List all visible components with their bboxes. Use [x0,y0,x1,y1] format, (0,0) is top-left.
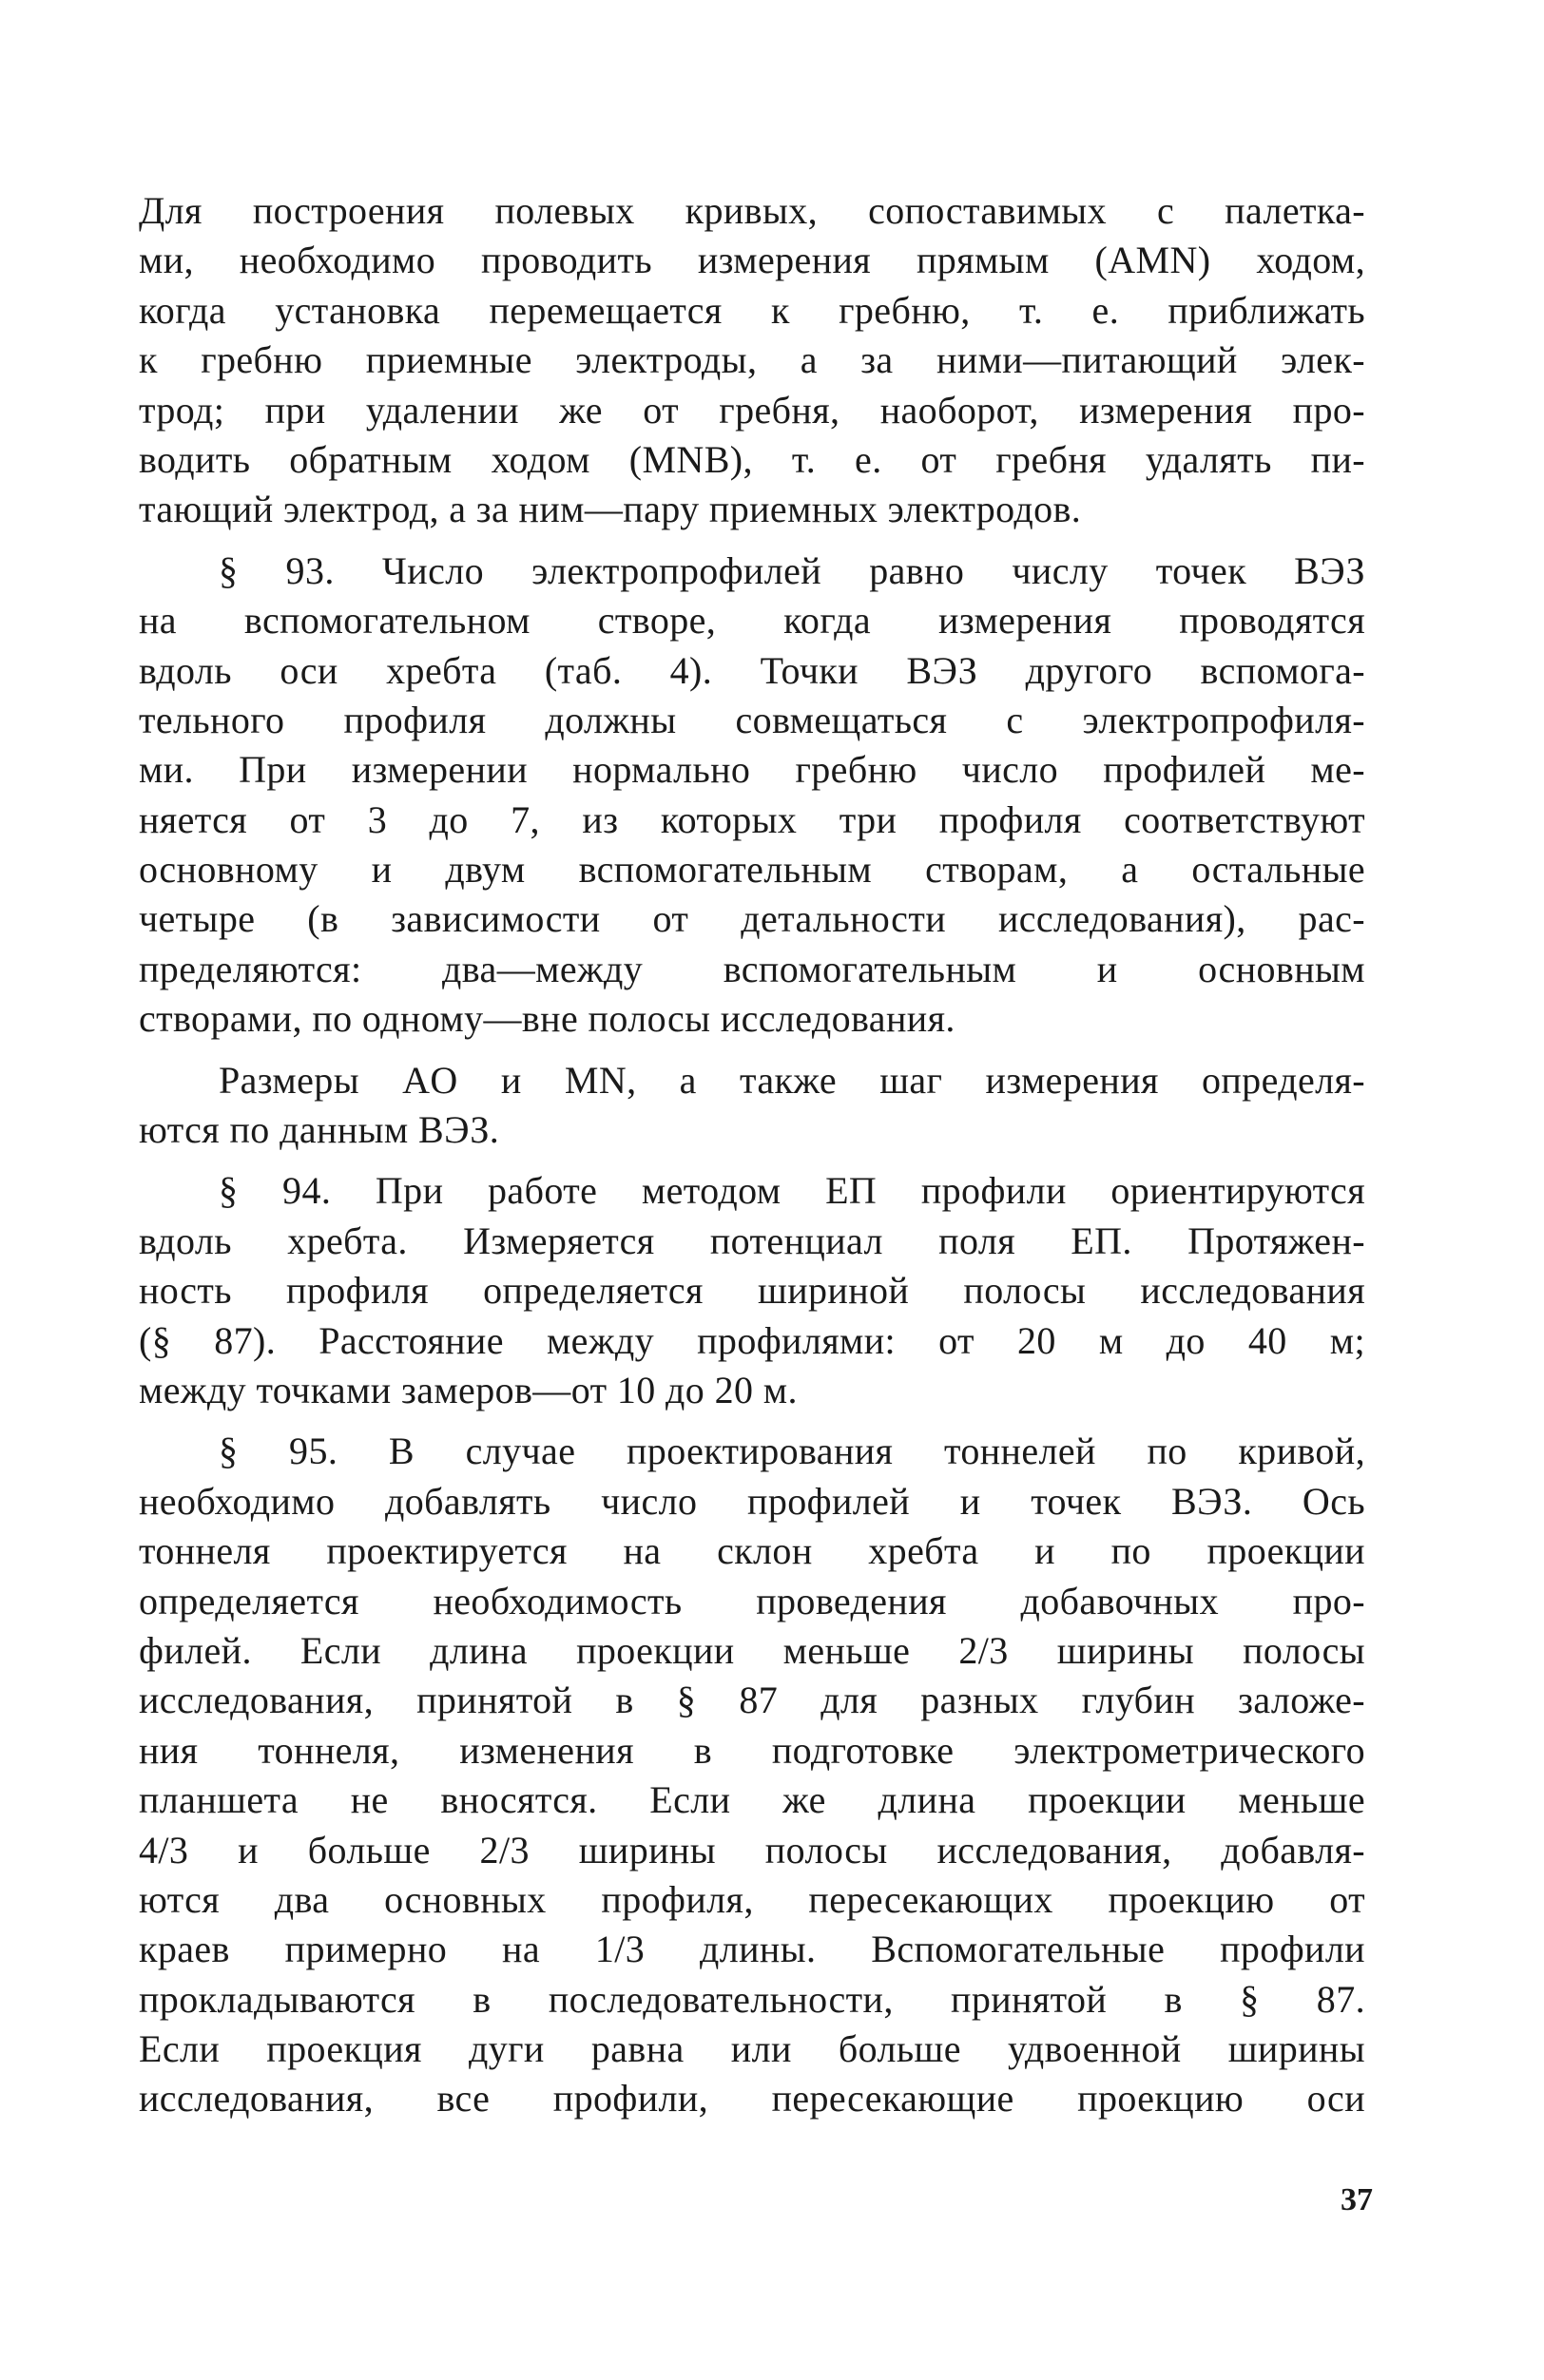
text-line: определяется необходимость проведения добавочных про- [139,1579,1365,1622]
text-line: Для построения полевых кривых, сопоставимых с палетка- [139,189,1365,232]
text-line: 4/3 и больше 2/3 ширины полосы исследования, добавля- [139,1828,1365,1871]
text-line: водить обратным ходом (MNB), т. е. от гребня удалять пи- [139,437,1365,481]
text-line: § 93. Число электропрофилей равно числу точек ВЭЗ [219,548,1365,592]
text-line: четыре (в зависимости от детальности исследования), рас- [139,897,1365,941]
text-line: краев примерно на 1/3 длины. Вспомогательные профили [139,1928,1365,1971]
text-line: § 94. При работе методом ЕП профили ориентируются [219,1169,1365,1213]
text-line: планшета не вносятся. Если же длина проекции меньше [139,1778,1365,1822]
text-line: тающий электрод, а за ним—пару приемных электродов. [139,488,1082,531]
text-line: ми, необходимо проводить измерения прямым (AMN) ходом, [139,239,1365,282]
text-line: Размеры AO и MN, а также шаг измерения определя- [219,1058,1365,1102]
text-line: исследования, все профили, пересекающие проекцию оси [139,2077,1365,2121]
paragraph [139,1427,1365,2123]
text-line: пределяются: два—между вспомогательным и основным [139,947,1365,990]
text-line: § 95. В случае проектирования тоннелей по кривой, [219,1430,1365,1473]
text-line: вдоль оси хребта (таб. 4). Точки ВЭЗ другого вспомога- [139,648,1365,692]
text-line: ность профиля определяется шириной полосы исследования [139,1269,1365,1313]
text-line: Если проекция дуги равна или больше удвоенной ширины [139,2027,1365,2071]
text-line: исследования, принятой в § 87 для разных глубин заложе- [139,1679,1365,1722]
text-line: створами, по одному—вне полосы исследования. [139,997,955,1041]
text-line: тельного профиля должны совмещаться с электропрофиля- [139,698,1365,741]
body-text [139,186,1365,2124]
paragraph [139,1056,1365,1156]
text-line: ния тоннеля, изменения в подготовке электрометрического [139,1728,1365,1772]
paragraph [139,1166,1365,1415]
text-line: ются два основных профиля, пересекающих проекцию от [139,1877,1365,1921]
text-line: филей. Если длина проекции меньше 2/3 ширины полосы [139,1628,1365,1672]
text-line: когда установка перемещается к гребню, т. е. приближать [139,288,1365,332]
text-line: к гребню приемные электроды, а за ними—питающий элек- [139,338,1365,382]
text-line: трод; при удалении же от гребня, наоборот, измерения про- [139,388,1365,432]
text-line: прокладываются в последовательности, принятой в § 87. [139,1977,1365,2021]
text-line: необходимо добавлять число профилей и точек ВЭЗ. Ось [139,1479,1365,1523]
paragraph [139,186,1365,535]
page-number: 37 [1341,2182,1373,2217]
text-line: ются по данным ВЭЗ. [139,1108,500,1152]
text-line: основному и двум вспомогательным створам, а остальные [139,848,1365,892]
text-line: няется от 3 до 7, из которых три профиля соответствуют [139,797,1365,841]
paragraph [139,547,1365,1045]
text-line: ми. При измерении нормально гребню число профилей ме- [139,748,1365,792]
text-line: на вспомогательном створе, когда измерения проводятся [139,599,1365,643]
text-line: между точками замеров—от 10 до 20 м. [139,1368,798,1411]
text-line: (§ 87). Расстояние между профилями: от 20 м до 40 м; [139,1318,1365,1362]
text-line: тоннеля проектируется на склон хребта и по проекции [139,1529,1365,1573]
text-line: вдоль хребта. Измеряется потенциал поля ЕП. Протяжен- [139,1219,1365,1262]
